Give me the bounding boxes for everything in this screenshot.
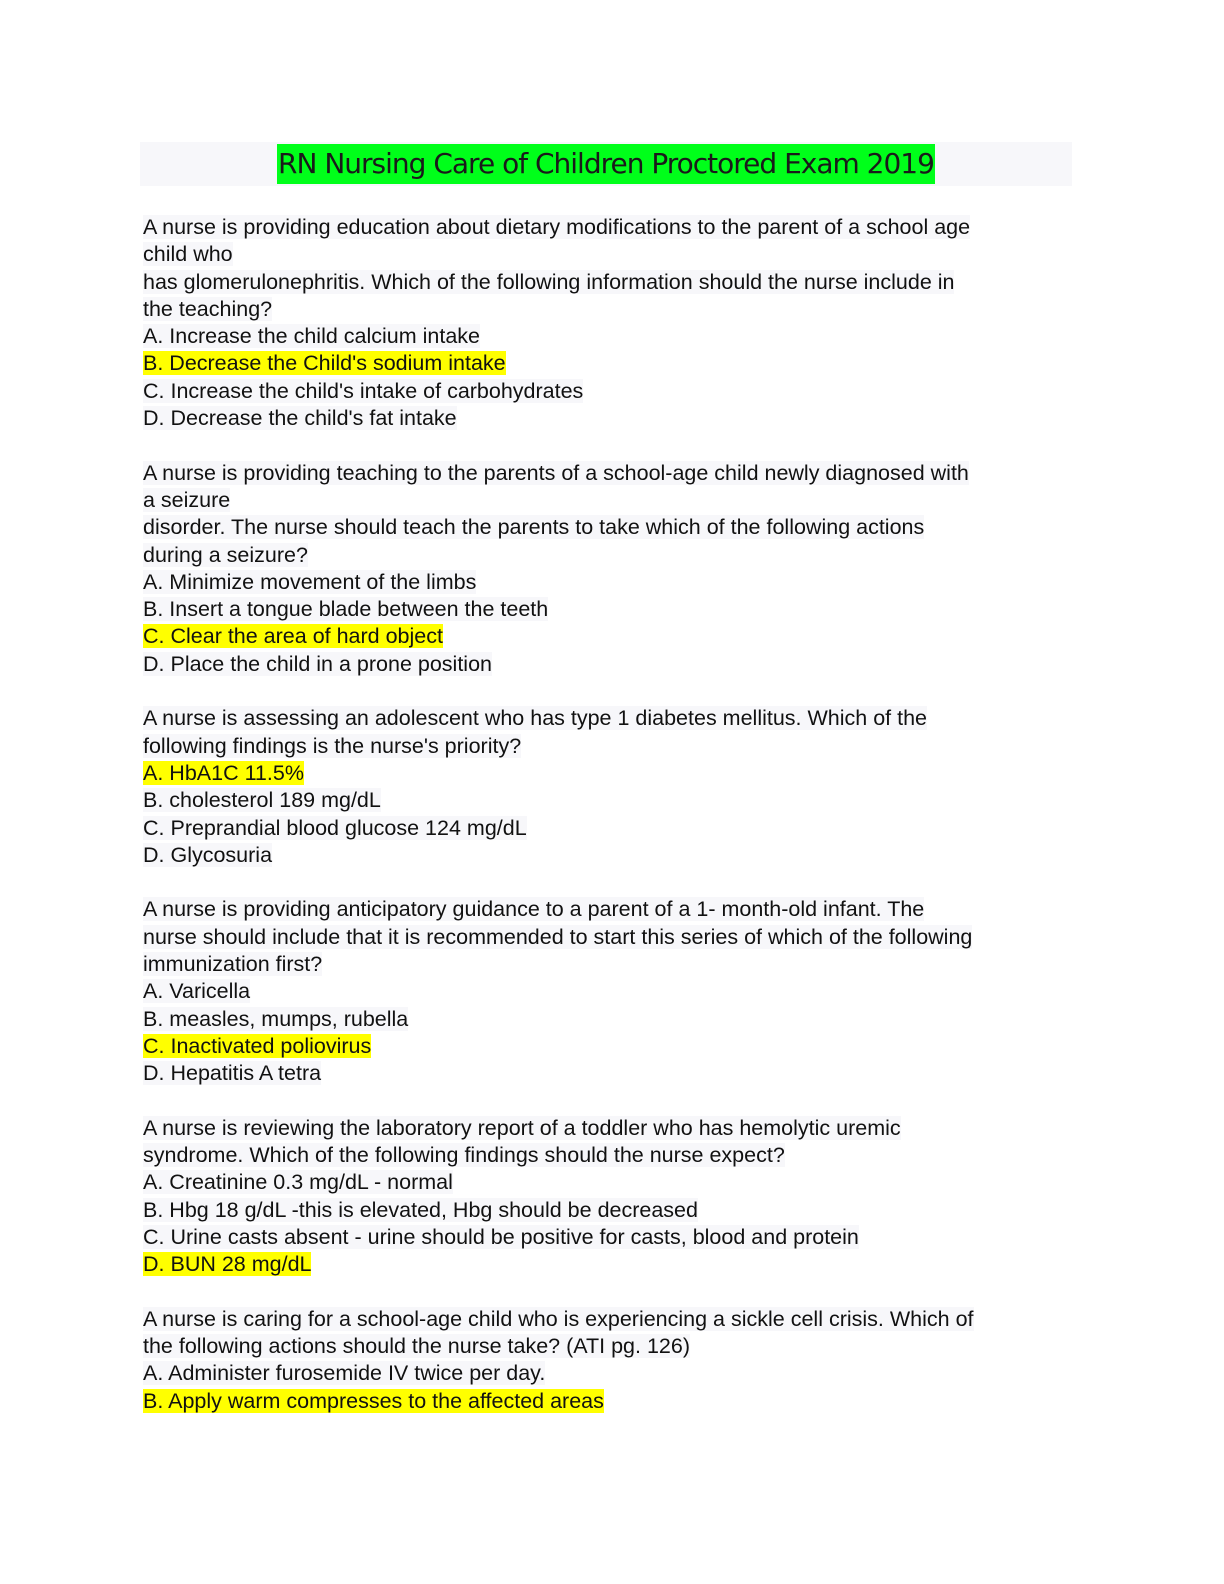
answer-option: B. Insert a tongue blade between the teeth	[143, 597, 549, 622]
answer-option: D. Place the child in a prone position	[143, 651, 492, 676]
question-5	[143, 1115, 1078, 1279]
answer-option: A. Administer furosemide IV twice per day.	[143, 1361, 546, 1386]
answer-option: C. Urine casts absent - urine should be positive for casts, blood and protein	[143, 1224, 859, 1249]
answer-option: A. Creatinine 0.3 mg/dL - normal	[143, 1170, 453, 1195]
answer-option: B. cholesterol 189 mg/dL	[143, 788, 381, 813]
answer-option-highlighted: C. Clear the area of hard object	[143, 624, 443, 649]
answer-option: A. Minimize movement of the limbs	[143, 569, 477, 594]
question-stem-line: syndrome. Which of the following findings should the nurse expect?	[143, 1143, 785, 1168]
answer-option: A. Increase the child calcium intake	[143, 324, 480, 349]
question-stem-line: the following actions should the nurse take? (ATI pg. 126)	[143, 1334, 690, 1359]
question-stem-line: a seizure	[143, 487, 231, 512]
question-stem-line: A nurse is reviewing the laboratory report of a toddler who has hemolytic uremic	[143, 1115, 901, 1140]
question-stem-line: has glomerulonephritis. Which of the following information should the nurse include in	[143, 269, 955, 294]
question-list	[143, 214, 1078, 1442]
question-1	[143, 214, 1078, 432]
answer-option-highlighted: B. Decrease the Child's sodium intake	[143, 351, 506, 376]
answer-option: D. Hepatitis A tetra	[143, 1061, 322, 1086]
question-stem-line: A nurse is providing teaching to the parents of a school-age child newly diagnosed with	[143, 460, 969, 485]
question-stem-line: A nurse is assessing an adolescent who has type 1 diabetes mellitus. Which of the	[143, 706, 927, 731]
answer-option: A. Varicella	[143, 979, 251, 1004]
answer-option: C. Preprandial blood glucose 124 mg/dL	[143, 815, 527, 840]
question-stem-line: A nurse is providing anticipatory guidance to a parent of a 1- month-old infant. The	[143, 897, 925, 922]
answer-option: B. measles, mumps, rubella	[143, 1006, 409, 1031]
answer-option-highlighted: D. BUN 28 mg/dL	[143, 1252, 312, 1277]
question-stem-line: immunization first?	[143, 952, 323, 977]
question-6	[143, 1306, 1078, 1415]
title-band	[140, 142, 1072, 186]
question-2	[143, 460, 1078, 678]
answer-option: C. Increase the child's intake of carbohydrates	[143, 378, 584, 403]
answer-option-highlighted: B. Apply warm compresses to the affected areas	[143, 1388, 604, 1413]
answer-option: D. Glycosuria	[143, 842, 273, 867]
answer-option: B. Hbg 18 g/dL -this is elevated, Hbg should be decreased	[143, 1197, 698, 1222]
question-stem-line: during a seizure?	[143, 542, 308, 567]
question-stem-line: child who	[143, 242, 233, 267]
question-stem-line: the teaching?	[143, 296, 273, 321]
answer-option-highlighted: A. HbA1C 11.5%	[143, 760, 304, 785]
answer-option-highlighted: C. Inactivated poliovirus	[143, 1033, 372, 1058]
question-stem-line: following findings is the nurse's priority?	[143, 733, 522, 758]
question-stem-line: A nurse is caring for a school-age child who is experiencing a sickle cell crisis. Which of	[143, 1306, 974, 1331]
question-stem-line: disorder. The nurse should teach the parents to take which of the following actions	[143, 515, 925, 540]
page-title: RN Nursing Care of Children Proctored Exam 2019	[277, 144, 935, 184]
question-stem-line: A nurse is providing education about dietary modifications to the parent of a school age	[143, 215, 971, 239]
answer-option: D. Decrease the child's fat intake	[143, 406, 457, 431]
question-4	[143, 896, 1078, 1087]
question-stem-line: nurse should include that it is recommended to start this series of which of the following	[143, 924, 973, 949]
question-3	[143, 705, 1078, 869]
